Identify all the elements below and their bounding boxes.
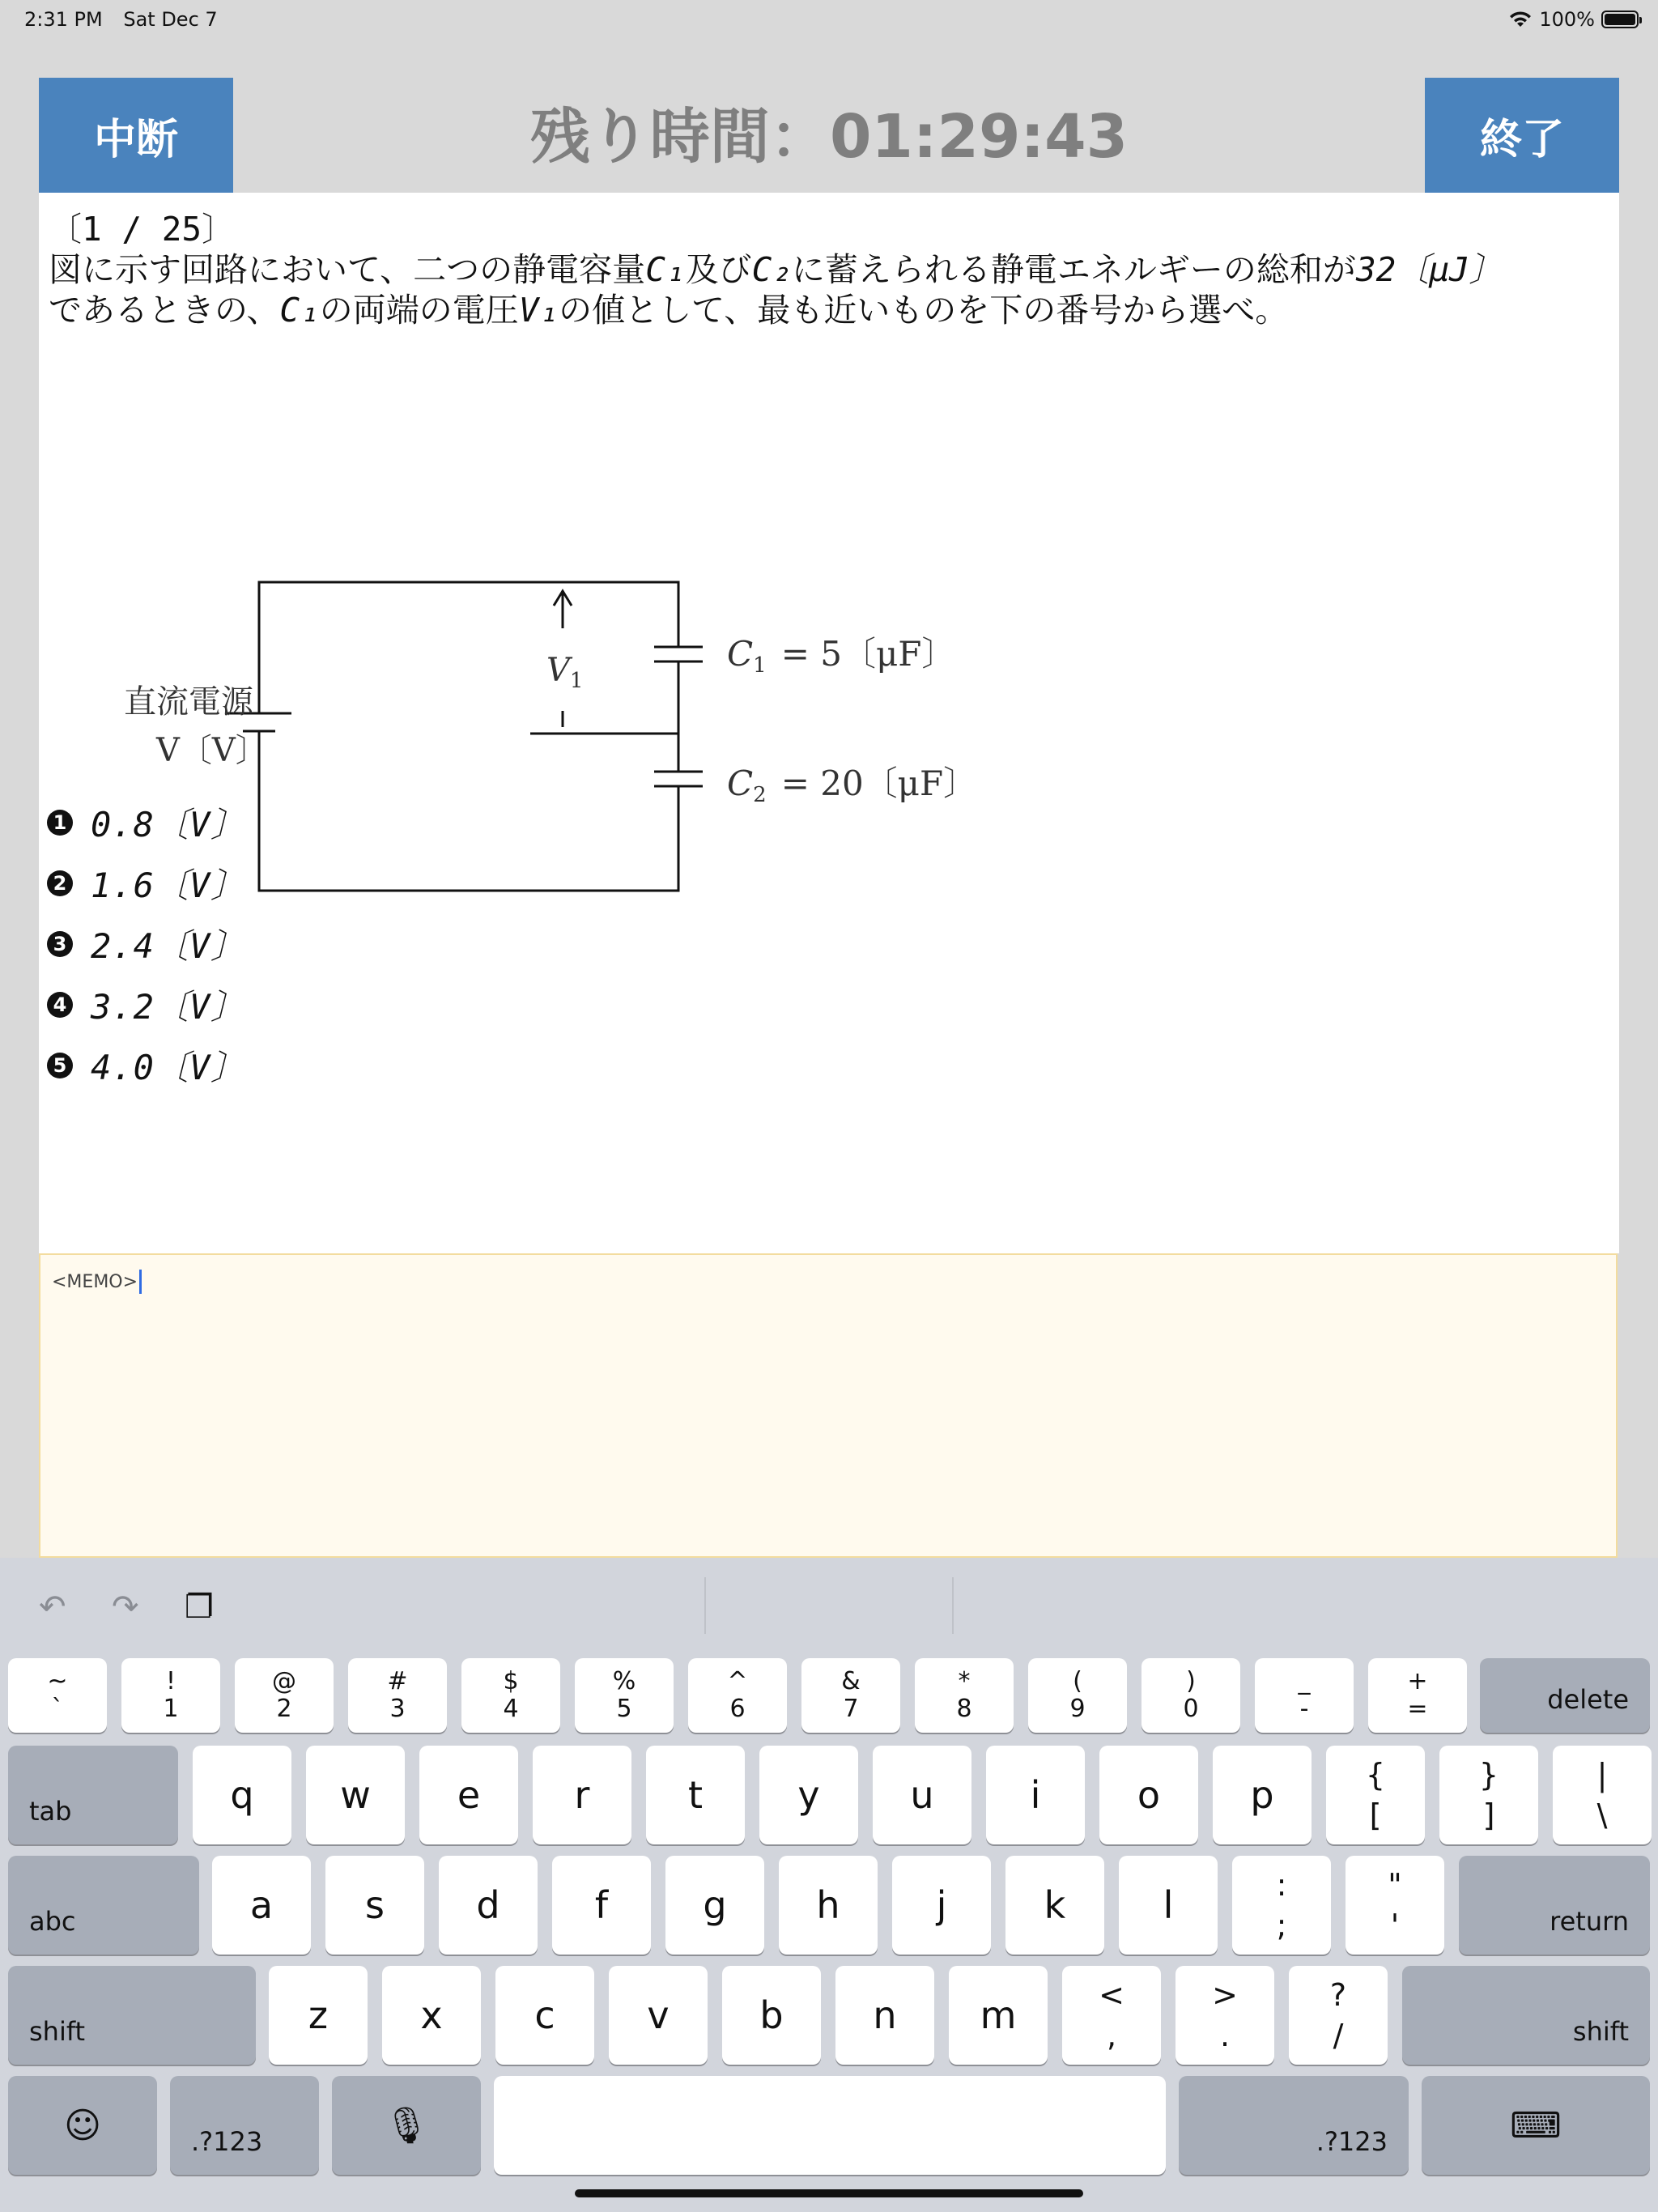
- return-label: return: [1550, 1906, 1629, 1937]
- status-date: Sat Dec 7: [123, 8, 218, 31]
- delete-label: delete: [1547, 1684, 1629, 1715]
- key-bottom-label: 9: [1069, 1695, 1086, 1723]
- key-bottom-label: 5: [616, 1695, 632, 1723]
- key-top-label: _: [1298, 1667, 1311, 1695]
- key-sym-1[interactable]: [1175, 1966, 1274, 2065]
- key-top-label: !: [165, 1667, 176, 1695]
- key-label: u: [910, 1773, 934, 1817]
- abc-key[interactable]: [8, 1856, 199, 1955]
- return-key[interactable]: [1459, 1856, 1650, 1955]
- key-sym-2[interactable]: [1289, 1966, 1388, 2065]
- key-top-label: @: [272, 1667, 296, 1695]
- timer-label: 残り時間：: [529, 102, 830, 172]
- key-label: x: [420, 1993, 443, 2037]
- c1-subscript: 1: [753, 653, 767, 678]
- tab-key[interactable]: [8, 1746, 178, 1844]
- delete-key[interactable]: [1480, 1658, 1650, 1733]
- key-top-label: ): [1186, 1667, 1196, 1695]
- key-label: l: [1163, 1883, 1174, 1927]
- shift-left-key[interactable]: [8, 1966, 256, 2065]
- home-indicator: [575, 2189, 1083, 2197]
- key-label: a: [249, 1883, 274, 1927]
- question-panel: [39, 193, 1619, 1253]
- wifi-icon: [1508, 11, 1533, 28]
- key-label: b: [759, 1993, 784, 2037]
- key-label: i: [1030, 1773, 1041, 1817]
- key-i[interactable]: [986, 1746, 1085, 1844]
- numbers-key-right[interactable]: [1179, 2076, 1409, 2175]
- key-label: c: [534, 1993, 555, 2037]
- numbers-label: .?123: [1316, 2126, 1388, 2157]
- v1-subscript: 1: [569, 669, 584, 693]
- status-time: 2:31 PM: [24, 8, 103, 31]
- key-z[interactable]: [269, 1966, 368, 2065]
- divider: [952, 1577, 954, 1634]
- c1-symbol: C₁: [645, 250, 686, 289]
- tab-label: tab: [29, 1796, 72, 1827]
- key-bottom-label: =: [1407, 1695, 1428, 1723]
- key-label: d: [476, 1883, 500, 1927]
- key-label: k: [1044, 1883, 1066, 1927]
- key-3[interactable]: [348, 1658, 447, 1733]
- key-label: y: [797, 1773, 820, 1817]
- key-top-label: $: [503, 1667, 519, 1695]
- key-top-label: ": [1388, 1867, 1402, 1903]
- key-r[interactable]: [533, 1746, 631, 1844]
- key-top-label: |: [1596, 1757, 1608, 1793]
- question-line: に蓄えられる静電エネルギーの総和が: [791, 250, 1356, 289]
- abc-label: abc: [29, 1906, 76, 1937]
- key-j[interactable]: [892, 1856, 991, 1955]
- key-top-label: %: [612, 1667, 636, 1695]
- key-label: p: [1250, 1773, 1274, 1817]
- text-caret: [139, 1270, 142, 1294]
- key-label: w: [340, 1773, 371, 1817]
- microphone-icon: 🎙: [384, 2105, 429, 2146]
- c2-subscript: 2: [753, 783, 767, 807]
- key-top-label: #: [387, 1667, 408, 1695]
- shift-label: shift: [29, 2016, 86, 2047]
- svg-text:C2= 20〔μF〕: [727, 764, 977, 807]
- key-top-label: (: [1073, 1667, 1082, 1695]
- battery-icon: [1601, 11, 1639, 28]
- key-label: t: [687, 1773, 704, 1817]
- key-sym[interactable]: [1255, 1658, 1354, 1733]
- question-line: 図に示す回路において、二つの静電容量: [49, 250, 646, 289]
- timer-value: 01:29:43: [829, 102, 1129, 172]
- key-label: s: [365, 1883, 385, 1927]
- c2-label: C: [727, 764, 754, 803]
- key-4[interactable]: [461, 1658, 560, 1733]
- finish-button[interactable]: 終了: [1425, 78, 1619, 193]
- hide-keyboard-key[interactable]: [1422, 2076, 1650, 2175]
- key-0[interactable]: [1141, 1658, 1240, 1733]
- key-punct-0[interactable]: [1232, 1856, 1331, 1955]
- key-bottom-label: ': [1390, 1908, 1400, 1943]
- key-bottom-label: ;: [1276, 1908, 1287, 1943]
- key-d[interactable]: [439, 1856, 538, 1955]
- key-8[interactable]: [915, 1658, 1014, 1733]
- key-bottom-label: /: [1333, 2018, 1344, 2053]
- key-bottom-label: 1: [163, 1695, 179, 1723]
- key-f[interactable]: [552, 1856, 651, 1955]
- key-bottom-label: 4: [503, 1695, 519, 1723]
- key-label: z: [308, 1993, 329, 2037]
- choice-3[interactable]: [47, 913, 245, 974]
- key-label: h: [816, 1883, 840, 1927]
- key-bracket-0[interactable]: [1326, 1746, 1425, 1844]
- emoji-icon: ☺: [64, 2104, 101, 2146]
- key-c[interactable]: [495, 1966, 594, 2065]
- key-sym[interactable]: [1368, 1658, 1467, 1733]
- key-v[interactable]: [609, 1966, 708, 2065]
- question-line: 及び: [685, 250, 752, 289]
- key-label: m: [980, 1993, 1017, 2037]
- key-top-label: &: [841, 1667, 861, 1695]
- key-label: j: [936, 1883, 947, 1927]
- key-top-label: *: [958, 1667, 971, 1695]
- key-bottom-label: .: [1219, 2018, 1231, 2053]
- paste-icon[interactable]: ❐: [185, 1589, 214, 1626]
- choice-text: 1.6〔V〕: [91, 865, 246, 905]
- c2-symbol: C₂: [751, 250, 792, 289]
- shortcut-bar: [0, 1558, 1658, 1653]
- key-9[interactable]: [1028, 1658, 1127, 1733]
- key-bottom-label: 7: [843, 1695, 859, 1723]
- shift-right-key[interactable]: [1402, 1966, 1650, 2065]
- key-punct-1[interactable]: [1346, 1856, 1444, 1955]
- memo-textarea[interactable]: [39, 1253, 1618, 1558]
- key-label: o: [1137, 1773, 1161, 1817]
- key-label: g: [703, 1883, 727, 1927]
- svg-text:C1= 5〔μF〕: [727, 634, 955, 678]
- status-bar: [0, 0, 1658, 39]
- key-bottom-label: 8: [956, 1695, 972, 1723]
- key-p[interactable]: [1213, 1746, 1312, 1844]
- key-6[interactable]: [688, 1658, 787, 1733]
- key-top-label: }: [1478, 1757, 1499, 1793]
- key-bottom-label: \: [1596, 1797, 1608, 1833]
- source-voltage: V〔V〕: [156, 732, 268, 769]
- v1-label: V: [546, 652, 570, 689]
- key-bracket-1[interactable]: [1439, 1746, 1538, 1844]
- question-line: の値として、最も近いものを下の番号から選べ。: [559, 291, 1289, 330]
- choice-number: 3: [47, 931, 73, 957]
- space-bar[interactable]: [494, 2076, 1166, 2175]
- undo-icon[interactable]: ↶: [39, 1589, 66, 1626]
- question-line: の両端の電圧: [319, 291, 519, 330]
- key-label: f: [594, 1883, 609, 1927]
- key-2[interactable]: [235, 1658, 334, 1733]
- key-h[interactable]: [779, 1856, 878, 1955]
- key-bottom-label: `: [51, 1695, 64, 1723]
- key-label: r: [574, 1773, 590, 1817]
- key-5[interactable]: [575, 1658, 674, 1733]
- key-top-label: :: [1276, 1867, 1287, 1903]
- c1-label: C: [727, 634, 754, 674]
- key-label: n: [873, 1993, 897, 2037]
- battery-percent: 100%: [1539, 8, 1595, 31]
- c2-value: = 20〔μF〕: [780, 764, 978, 803]
- numbers-key-left[interactable]: [170, 2076, 319, 2175]
- choice-number: 4: [47, 992, 73, 1018]
- key-y[interactable]: [759, 1746, 858, 1844]
- key-top-label: >: [1212, 1977, 1238, 2013]
- dictation-key[interactable]: [332, 2076, 481, 2175]
- divider: [704, 1577, 706, 1634]
- key-bracket-2[interactable]: [1553, 1746, 1652, 1844]
- key-sym[interactable]: [8, 1658, 107, 1733]
- key-a[interactable]: [212, 1856, 311, 1955]
- key-top-label: ?: [1329, 1977, 1347, 2013]
- choice-5[interactable]: [47, 1035, 245, 1095]
- c1-value: = 5〔μF〕: [780, 634, 956, 674]
- answer-choices: [47, 792, 245, 1095]
- key-b[interactable]: [722, 1966, 821, 2065]
- keyboard-hide-icon: ⌨: [1510, 2104, 1562, 2146]
- key-l[interactable]: [1119, 1856, 1218, 1955]
- source-label: 直流電源: [124, 683, 253, 721]
- key-q[interactable]: [193, 1746, 291, 1844]
- key-x[interactable]: [382, 1966, 481, 2065]
- key-label: v: [647, 1993, 670, 2037]
- key-bottom-label: -: [1299, 1695, 1309, 1723]
- key-7[interactable]: [801, 1658, 900, 1733]
- key-k[interactable]: [1005, 1856, 1104, 1955]
- key-bottom-label: ]: [1482, 1797, 1495, 1833]
- choice-text: 4.0〔V〕: [91, 1047, 246, 1087]
- key-t[interactable]: [646, 1746, 745, 1844]
- key-w[interactable]: [306, 1746, 405, 1844]
- numbers-label: .?123: [191, 2126, 263, 2157]
- key-top-label: ~: [47, 1667, 68, 1695]
- key-top-label: {: [1365, 1757, 1386, 1793]
- key-bottom-label: 0: [1183, 1695, 1199, 1723]
- key-bottom-label: 6: [729, 1695, 746, 1723]
- suspend-button[interactable]: 中断: [39, 78, 233, 193]
- energy-value: 32〔μJ〕: [1355, 250, 1503, 289]
- question-line: であるときの、: [49, 291, 280, 330]
- key-sym-0[interactable]: [1062, 1966, 1161, 2065]
- choice-number: 5: [47, 1053, 73, 1078]
- key-top-label: <: [1099, 1977, 1124, 2013]
- key-top-label: +: [1407, 1667, 1428, 1695]
- choice-1[interactable]: [47, 792, 245, 853]
- key-s[interactable]: [325, 1856, 424, 1955]
- choice-text: 2.4〔V〕: [91, 925, 246, 966]
- key-bottom-label: 2: [276, 1695, 292, 1723]
- choice-number: 1: [47, 810, 73, 836]
- key-top-label: ^: [727, 1667, 748, 1695]
- key-e[interactable]: [419, 1746, 518, 1844]
- c1-symbol: C₁: [279, 291, 320, 330]
- choice-2[interactable]: [47, 853, 245, 913]
- choice-number: 2: [47, 870, 73, 896]
- choice-4[interactable]: [47, 974, 245, 1035]
- key-bottom-label: 3: [389, 1695, 406, 1723]
- choice-text: 3.2〔V〕: [91, 986, 246, 1027]
- v1-symbol: V₁: [518, 291, 559, 330]
- emoji-key[interactable]: [8, 2076, 157, 2175]
- key-o[interactable]: [1099, 1746, 1198, 1844]
- key-label: e: [457, 1773, 481, 1817]
- onscreen-keyboard: [0, 1558, 1658, 2212]
- key-1[interactable]: [121, 1658, 220, 1733]
- shift-label: shift: [1572, 2016, 1629, 2047]
- question-counter: 〔1 / 25〕: [49, 210, 236, 249]
- key-g[interactable]: [665, 1856, 764, 1955]
- key-label: q: [230, 1773, 254, 1817]
- key-u[interactable]: [873, 1746, 971, 1844]
- question-text: [49, 209, 1611, 330]
- remaining-time: [233, 89, 1425, 175]
- key-bottom-label: [: [1369, 1797, 1382, 1833]
- key-m[interactable]: [949, 1966, 1048, 2065]
- key-bottom-label: ,: [1106, 2018, 1117, 2053]
- key-n[interactable]: [835, 1966, 934, 2065]
- redo-icon[interactable]: ↷: [112, 1589, 139, 1626]
- svg-text:V1: [546, 652, 583, 693]
- choice-text: 0.8〔V〕: [91, 804, 246, 844]
- memo-label: <MEMO>: [52, 1271, 138, 1292]
